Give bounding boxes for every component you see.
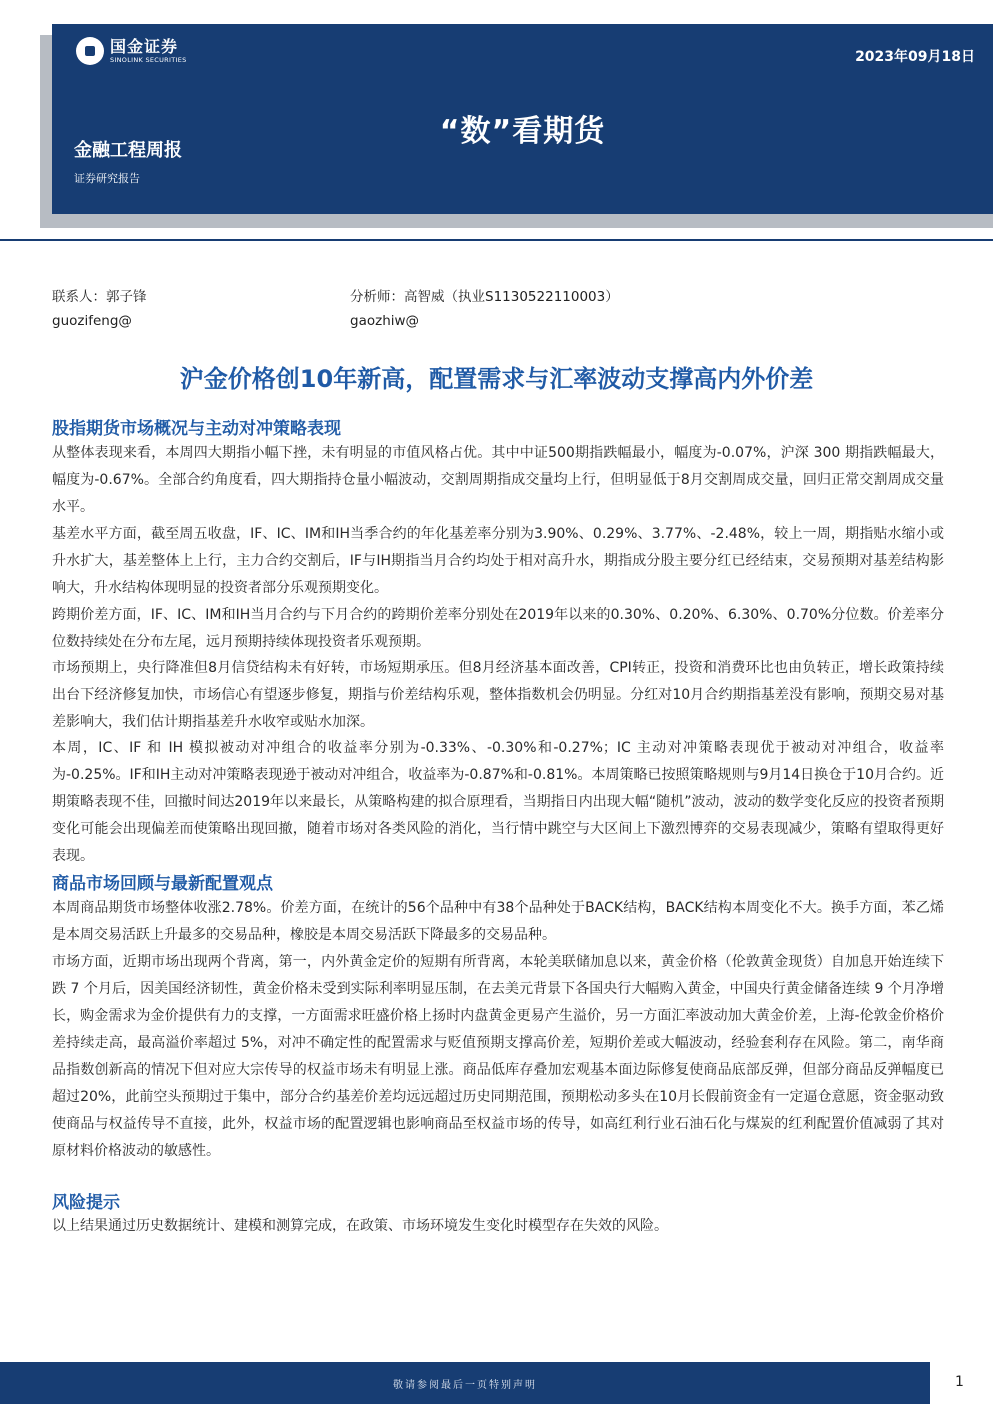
report-date: 2023年09月18日 (855, 49, 975, 65)
paragraph: 本周商品期货市场整体收涨2.78%。价差方面，在统计的56个品种中有38个品种处于BACK结构，BACK结构本周变化不大。换手方面，苯乙烯是本周交易活跃上升最多的交易品种，橡胶是本周交易活跃下降最多的交易品种。 (52, 900, 944, 943)
contact-name: 联系人：郭子锋 (52, 289, 147, 305)
analyst-email[interactable]: gaozhiw@ (350, 313, 420, 329)
logo-mark-icon (76, 37, 104, 65)
company-logo (76, 36, 187, 66)
paragraph: 市场预期上，央行降准但8月信贷结构未有好转，市场短期承压。但8月经济基本面改善，CPI转正，投资和消费环比也由负转正，增长政策持续出台下经济修复加快，市场信心有望逐步修复，期指与价差结构乐观，整体指数机会仍明显。分红对10月合约期指基差没有影响，预期交易对基差影响大，我们估计期指基差升水收窄或贴水加深。 (52, 660, 944, 730)
logo-cn: 国金证券 (110, 36, 179, 56)
section-heading-commodities: 商品市场回顾与最新配置观点 (52, 874, 273, 894)
section-heading-risk: 风险提示 (52, 1193, 120, 1213)
paragraph: 跨期价差方面，IF、IC、IM和IH当月合约与下月合约的跨期价差率分别处在2019年以来的0.30%、0.20%、6.30%、0.70%分位数。价差率分位数持续处在分布左尾，远月预期持续体现投资者乐观预期。 (52, 607, 944, 650)
report-title: “数”看期货 (439, 114, 606, 149)
report-header (52, 24, 993, 214)
header-divider (0, 239, 993, 241)
paragraph: 从整体表现来看，本周四大期指小幅下挫，未有明显的市值风格占优。其中中证500期指跌幅最小，幅度为-0.07%，沪深 300 期指跌幅最大，幅度为-0.67%。全部合约角度看，四大期指持仓量小幅波动，交割周期指成交量均上行，但明显低于8月交割周成交量，回归正常交割周成交量水平。 (52, 445, 944, 515)
section-heading-index-futures: 股指期货市场概况与主动对冲策略表现 (52, 419, 341, 439)
paragraph: 本周，IC、IF 和 IH 模拟被动对冲组合的收益率分别为-0.33%、-0.30%和-0.27%；IC 主动对冲策略表现优于被动对冲组合，收益率为-0.25%。IF和IH主动对冲策略表现逊于被动对冲组合，收益率为-0.87%和-0.81%。本周策略已按照策略规则与9月14日换仓于10月合约。近期策略表现不佳，回撤时间达2019年以来最长，从策略构建的拟合原理看，当期指日内出现大幅“随机”波动，波动的数学变化反应的投资者预期变化可能会出现偏差而使策略出现回撤，随着市场对各类风险的消化，当行情中跳空与大区间上下激烈博弈的交易表现减少，策略有望取得更好表现。 (52, 740, 944, 864)
analyst-name: 分析师：高智威（执业S1130522110003） (350, 289, 619, 305)
logo-text (110, 36, 187, 64)
report-kind: 金融工程周报 (74, 140, 182, 161)
paragraph: 以上结果通过历史数据统计、建模和测算完成，在政策、市场环境发生变化时模型存在失效的风险。 (52, 1218, 668, 1234)
paragraph: 市场方面，近期市场出现两个背离，第一，内外黄金定价的短期有所背离，本轮美联储加息以来，黄金价格（伦敦黄金现货）自加息开始连续下跌 7 个月后，因美国经济韧性，黄金价格未受到实际利率明显压制，在去美元背景下各国央行大幅购入黄金，中国央行黄金储备连续 9 个月净增长，购金需求为金价提供有力的支撑，一方面需求旺盛价格上扬时内盘黄金更易产生溢价，另一方面汇率波动加大黄金价差，上海-伦敦金价格价差持续走高，最高溢价率超过 5%，对冲不确定性的配置需求与贬值预期支撑高价差，短期价差或大幅波动，经验套利存在风险。第二，南华商品指数创新高的情况下但对应大宗传导的权益市场未有明显上涨。商品低库存叠加宏观基本面边际修复使商品底部反弹，但部分商品反弹幅度已超过20%，此前空头预期过于集中，部分合约基差价差均远远超过历史同期范围，预期松动多头在10月长假前资金有一定逼仓意愿，资金驱动致使商品与权益传导不直接，此外，权益市场的配置逻辑也影响商品至权益市场的传导，如高红利行业石油石化与煤炭的红利配置价值减弱了其对原材料价格波动的敏感性。 (52, 954, 944, 1159)
main-title: 沪金价格创10年新高，配置需求与汇率波动支撑高内外价差 (179, 365, 814, 393)
footer-notice: 敬请参阅最后一页特别声明 (393, 1380, 537, 1391)
paragraph: 基差水平方面，截至周五收盘，IF、IC、IM和IH当季合约的年化基差率分别为3.90%、0.29%、3.77%、-2.48%，较上一周，期指贴水缩小或升水扩大，基差整体上上行，主力合约交割后，IF与IH期指当月合约均处于相对高升水，期指成分股主要分红已经结束，交易预期对基差结构影响大，升水结构体现明显的投资者部分乐观预期变化。 (52, 526, 944, 596)
page-number: 1 (955, 1374, 964, 1390)
logo-en: SINOLINK SECURITIES (110, 55, 187, 64)
report-subtitle: 证券研究报告 (74, 172, 140, 185)
contact-email[interactable]: guozifeng@ (52, 313, 132, 329)
